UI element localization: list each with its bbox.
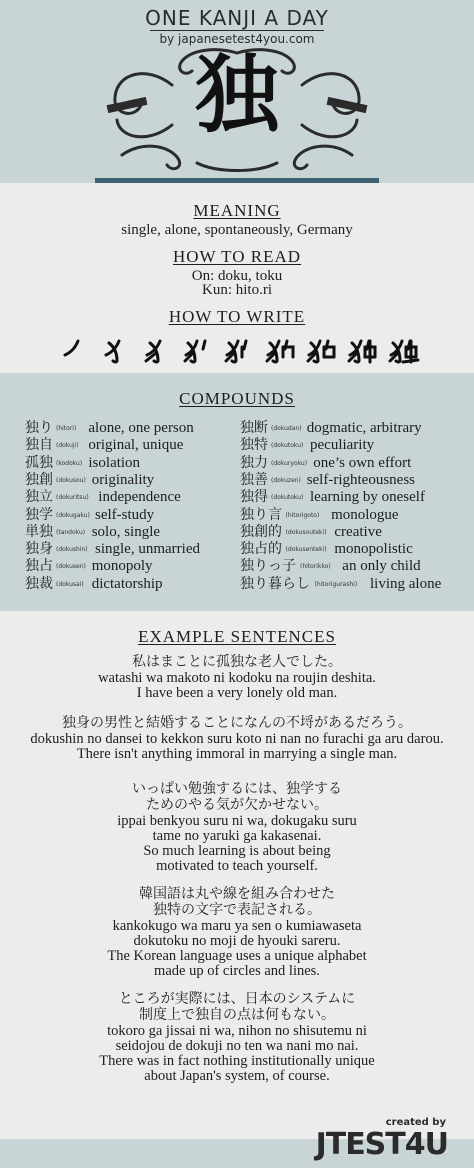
meaning-section (0, 183, 474, 373)
compound-reading: (dokusenteki) (285, 546, 327, 554)
compound-kanji: 独り (25, 420, 53, 436)
compound-reading: (dokusen) (56, 563, 86, 571)
writing-heading: HOW TO WRITE (168, 307, 306, 326)
meaning-text: single, alone, spontaneously, Germany (121, 222, 353, 238)
compound-meaning: monopoly (91, 558, 153, 575)
compound-row (240, 507, 470, 524)
example-romaji: watashi wa makoto ni kodoku na roujin deshita. (98, 670, 376, 686)
featured-kanji: 独 (194, 46, 279, 144)
stroke-step-2-icon (101, 335, 133, 365)
stroke-step-1-icon (60, 335, 92, 365)
compound-row (25, 437, 255, 454)
compound-reading: (dokushin) (56, 546, 88, 554)
compound-row (25, 420, 255, 437)
credit-caption: created by (385, 1117, 446, 1128)
compound-reading: (dokuryoku) (271, 459, 308, 467)
compound-reading: (dokusou) (56, 476, 86, 484)
compound-kanji: 独りっ子 (240, 558, 296, 575)
compound-row (240, 437, 470, 454)
example-japanese: 私はまことに孤独な老人でした。 (132, 654, 342, 670)
stroke-step-3-icon (142, 335, 174, 365)
stroke-step-8-icon (347, 335, 379, 365)
example-translation: The Korean language uses a unique alphabet (107, 948, 367, 964)
compound-kanji: 独断 (240, 420, 268, 436)
compound-meaning: an only child (342, 558, 421, 575)
compound-reading: (dokutoku) (271, 494, 304, 502)
stroke-step-9-icon (388, 335, 420, 365)
compound-reading: (dokuji) (56, 442, 79, 450)
site-url: by japanesetest4you.com (159, 32, 315, 46)
compound-reading: (kodoku) (56, 459, 83, 467)
example-romaji: tokoro ga jissai ni wa, nihon no shisutemu ni (107, 1023, 367, 1039)
example-romaji: kankokugo wa maru ya sen o kumiawaseta (112, 918, 362, 934)
site-title: ONE KANJI A DAY (145, 6, 329, 30)
compound-kanji: 独身 (25, 541, 53, 558)
compound-meaning: independence (98, 489, 181, 506)
compound-reading: (hitorigoto) (285, 511, 320, 519)
examples-heading: EXAMPLE SENTENCES (138, 627, 336, 646)
compound-meaning: alone, one person (88, 420, 194, 436)
compound-meaning: monologue (331, 506, 399, 523)
compound-meaning: living alone (370, 575, 442, 592)
compound-row (25, 455, 255, 472)
example-translation: made up of circles and lines. (154, 963, 320, 979)
compound-kanji: 独特 (240, 437, 268, 454)
compound-row (25, 558, 255, 575)
compound-reading: (dokusai) (56, 580, 84, 588)
example-translation: So much learning is about being (143, 843, 331, 859)
example-japanese: ためのやる気が欠かせない。 (146, 797, 328, 813)
kun-reading: Kun: hito.ri (202, 282, 272, 298)
compound-kanji: 独り言 (240, 506, 282, 523)
compounds-heading: COMPOUNDS (179, 389, 295, 408)
compound-meaning: self-study (95, 506, 155, 523)
examples-section (0, 611, 474, 1139)
compound-row (25, 576, 255, 593)
meaning-heading: MEANING (193, 201, 281, 220)
compound-row (240, 489, 470, 506)
compound-row (240, 420, 470, 437)
compound-row (240, 472, 470, 489)
example-translation: There isn't anything immoral in marrying a single man. (76, 746, 398, 762)
compound-meaning: originality (91, 471, 155, 488)
compound-kanji: 孤独 (25, 454, 53, 471)
compound-reading: (dokusouteki) (285, 528, 327, 536)
compound-reading: (hitorikko) (300, 563, 331, 571)
compound-kanji: 独得 (240, 489, 268, 506)
compound-meaning: original, unique (88, 437, 184, 454)
compound-meaning: dogmatic, arbitrary (306, 420, 422, 436)
compound-kanji: 単独 (25, 523, 53, 540)
compound-row (25, 507, 255, 524)
compound-kanji: 独裁 (25, 575, 53, 592)
stroke-step-6-icon (265, 335, 297, 365)
compound-meaning: monopolistic (334, 541, 413, 558)
compound-kanji: 独学 (25, 506, 53, 523)
compound-meaning: self-righteousness (306, 471, 415, 488)
example-translation: motivated to teach yourself. (156, 858, 318, 874)
compound-reading: (tandoku) (56, 528, 86, 536)
compound-row (240, 455, 470, 472)
example-translation: about Japan's system, of course. (144, 1068, 330, 1084)
compound-row (25, 489, 255, 506)
reading-heading: HOW TO READ (172, 247, 302, 266)
compound-meaning: one’s own effort (313, 454, 412, 471)
example-japanese: いっぱい勉強するには、独学する (132, 781, 342, 797)
stroke-step-7-icon (306, 335, 338, 365)
compound-meaning: learning by oneself (310, 489, 425, 506)
compound-meaning: dictatorship (91, 575, 163, 592)
example-translation: I have been a very lonely old man. (136, 685, 338, 701)
credit-logo: JTEST4U (315, 1127, 448, 1162)
title-underline (150, 30, 324, 31)
example-romaji: seidojou de dokuji no ten wa nani mo nai. (115, 1038, 359, 1054)
header-banner (0, 0, 474, 183)
compound-reading: (hitorigurashi) (314, 580, 358, 588)
compound-row (25, 472, 255, 489)
compound-kanji: 独占的 (240, 541, 282, 558)
compounds-section (0, 373, 474, 611)
compound-reading: (dokuritsu) (56, 494, 89, 502)
example-romaji: ippai benkyou suru ni wa, dokugaku suru (117, 813, 357, 829)
compound-reading: (hitori) (56, 425, 77, 432)
compound-meaning: creative (334, 523, 382, 540)
stroke-step-4-icon (183, 335, 215, 365)
example-romaji: dokutoku no moji de hyouki sareru. (133, 933, 341, 949)
example-japanese: 独身の男性と結婚することになんの不埒があるだろう。 (62, 715, 412, 731)
compound-row (240, 524, 470, 541)
compound-kanji: 独立 (25, 489, 53, 506)
compound-meaning: solo, single (91, 523, 161, 540)
example-japanese: 制度上で独自の点は何もない。 (139, 1007, 335, 1023)
compound-meaning: single, unmarried (95, 541, 200, 558)
compound-kanji: 独善 (240, 471, 268, 488)
compound-reading: (dokugaku) (56, 511, 90, 519)
compound-meaning: peculiarity (310, 437, 375, 454)
stroke-order-diagram (60, 335, 420, 365)
example-japanese: 独特の文字で表記される。 (153, 902, 321, 918)
compound-kanji: 独り暮らし (240, 575, 310, 592)
compound-row (25, 541, 255, 558)
example-romaji: dokushin no dansei to kekkon suru koto ni nan no furachi ga aru darou. (30, 731, 444, 747)
compound-row (240, 558, 470, 575)
compound-kanji: 独力 (240, 454, 268, 471)
compound-row (240, 541, 470, 558)
compound-row (240, 576, 470, 593)
compound-kanji: 独自 (25, 437, 53, 454)
stroke-step-5-icon (224, 335, 256, 365)
compound-reading: (dokuzen) (271, 476, 301, 484)
example-japanese: 韓国語は丸や線を組み合わせた (139, 886, 335, 902)
compound-kanji: 独占 (25, 558, 53, 575)
example-japanese: ところが実際には、日本のシステムに (118, 991, 356, 1007)
compound-meaning: isolation (88, 454, 141, 471)
compound-reading: (dokutoku) (271, 442, 304, 450)
example-romaji: tame no yaruki ga kakasenai. (152, 828, 322, 844)
on-reading: On: doku, toku (191, 268, 283, 284)
compound-reading: (dokudan) (271, 425, 302, 432)
compound-row (25, 524, 255, 541)
compound-kanji: 独創 (25, 471, 53, 488)
compound-kanji: 独創的 (240, 523, 282, 540)
example-translation: There was in fact nothing institutionally unique (99, 1053, 375, 1069)
